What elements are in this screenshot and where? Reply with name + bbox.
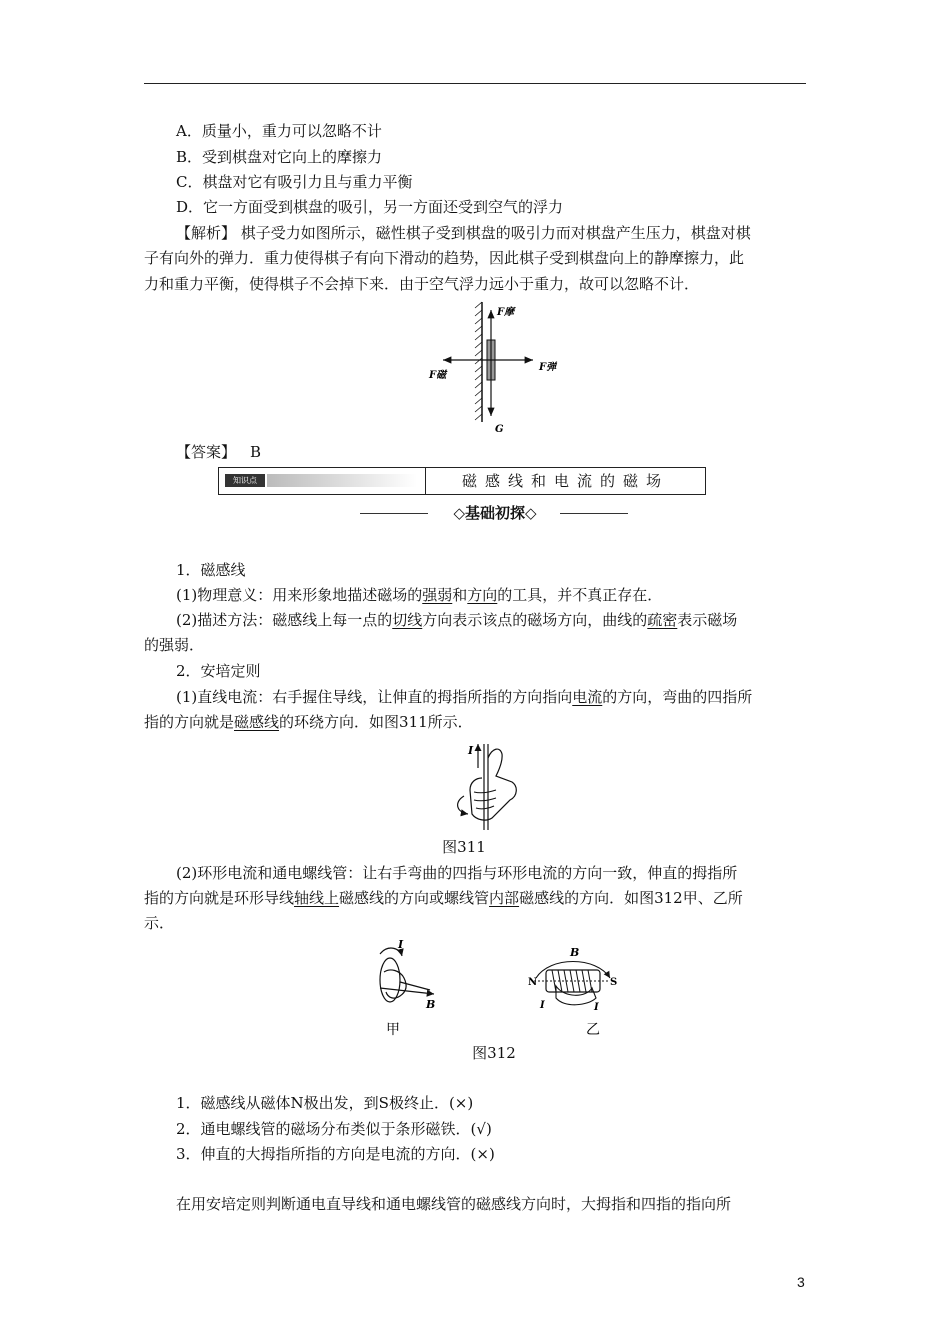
s1-para-2-cont: 的强弱． — [144, 636, 205, 654]
fig312-left-current-label: I — [398, 938, 404, 951]
s1-para-2: (2)描述方法：磁感线上每一点的切线方向表示该点的磁场方向，曲线的疏密表示磁场 — [176, 611, 738, 629]
fig312-south-label: S — [610, 977, 618, 988]
page-number: 3 — [797, 1274, 805, 1290]
answer-label: 【答案】 — [176, 443, 237, 461]
figure-312 — [360, 934, 640, 1040]
judge-2: 2．通电螺线管的磁场分布类似于条形磁铁．(√) — [176, 1120, 492, 1138]
s2-para-1: (1)直线电流：右手握住导线，让伸直的拇指所指的方向指向电流的方向，弯曲的四指所 — [176, 688, 753, 706]
final-paragraph: 在用安培定则判断通电直导线和通电螺线管的磁感线方向时，大拇指和四指的指向所 — [176, 1195, 732, 1213]
fig311-current-label: I — [468, 744, 474, 757]
fig312-left-field-label: B — [426, 998, 436, 1011]
s1-heading: 1．磁感线 — [176, 561, 246, 579]
fig312-caption: 图312 — [472, 1044, 516, 1062]
s2-para-2-cont: 指的方向就是环形导线轴线上磁感线的方向或螺线管内部磁感线的方向．如图312甲、乙所 — [144, 889, 743, 907]
option-a: A．质量小，重力可以忽略不计 — [176, 122, 382, 140]
f-elastic-label: F弹 — [539, 362, 557, 373]
s2-para-2: (2)环形电流和通电螺线管：让右手弯曲的四指与环形电流的方向一致，伸直的拇指所 — [176, 864, 738, 882]
option-d: D．它一方面受到棋盘的吸引，另一方面还受到空气的浮力 — [176, 198, 564, 216]
fig311-caption: 图311 — [442, 838, 486, 856]
judge-1: 1．磁感线从磁体N极出发，到S极终止．(×) — [176, 1094, 474, 1112]
gravity-label: G — [495, 424, 504, 435]
knowledge-title: 磁感线和电流的磁场 — [461, 472, 669, 490]
figure-311-right-hand — [448, 738, 528, 832]
option-b: B．受到棋盘对它向上的摩擦力 — [176, 148, 383, 166]
basic-explore-title: ◇基础初探◇ — [453, 504, 537, 522]
s1-para-1: (1)物理意义：用来形象地描述磁场的强弱和方向的工具，并不真正存在． — [176, 586, 663, 604]
s2-para-2-end: 示． — [144, 914, 175, 932]
answer — [144, 439, 840, 465]
knowledge-tag: 知识点 — [225, 474, 265, 487]
f-friction-label: F摩 — [497, 307, 515, 318]
basic-explore-banner — [360, 500, 630, 526]
s2-heading: 2．安培定则 — [176, 662, 261, 680]
s2-para-1-cont: 指的方向就是磁感线的环绕方向．如图311所示． — [144, 713, 473, 731]
force-diagram — [425, 298, 565, 436]
fig312-right-current-2: I — [594, 1002, 599, 1013]
header-rule — [144, 83, 806, 84]
analysis-line-3: 力和重力平衡，使得棋子不会掉下来．由于空气浮力远小于重力，故可以忽略不计． — [144, 275, 700, 293]
fig312-right-current-1: I — [540, 1000, 545, 1011]
knowledge-bar — [218, 467, 706, 495]
analysis-line-2: 子有向外的弹力．重力使得棋子有向下滑动的趋势，因此棋子受到棋盘向上的静摩擦力，此 — [144, 249, 745, 267]
fig312-caption-left: 甲 — [386, 1022, 400, 1038]
answer-value: B — [250, 443, 262, 461]
fig312-caption-right: 乙 — [586, 1022, 600, 1038]
fig312-north-label: N — [528, 977, 538, 988]
fig312-right-field-label: B — [570, 946, 580, 959]
judge-3: 3．伸直的大拇指所指的方向是电流的方向．(×) — [176, 1145, 495, 1163]
option-c: C．棋盘对它有吸引力且与重力平衡 — [176, 173, 413, 191]
analysis-line-1: 【解析】 棋子受力如图所示，磁性棋子受到棋盘的吸引力而对棋盘产生压力，棋盘对棋 — [176, 224, 751, 242]
f-magnetic-label: F磁 — [429, 370, 447, 381]
